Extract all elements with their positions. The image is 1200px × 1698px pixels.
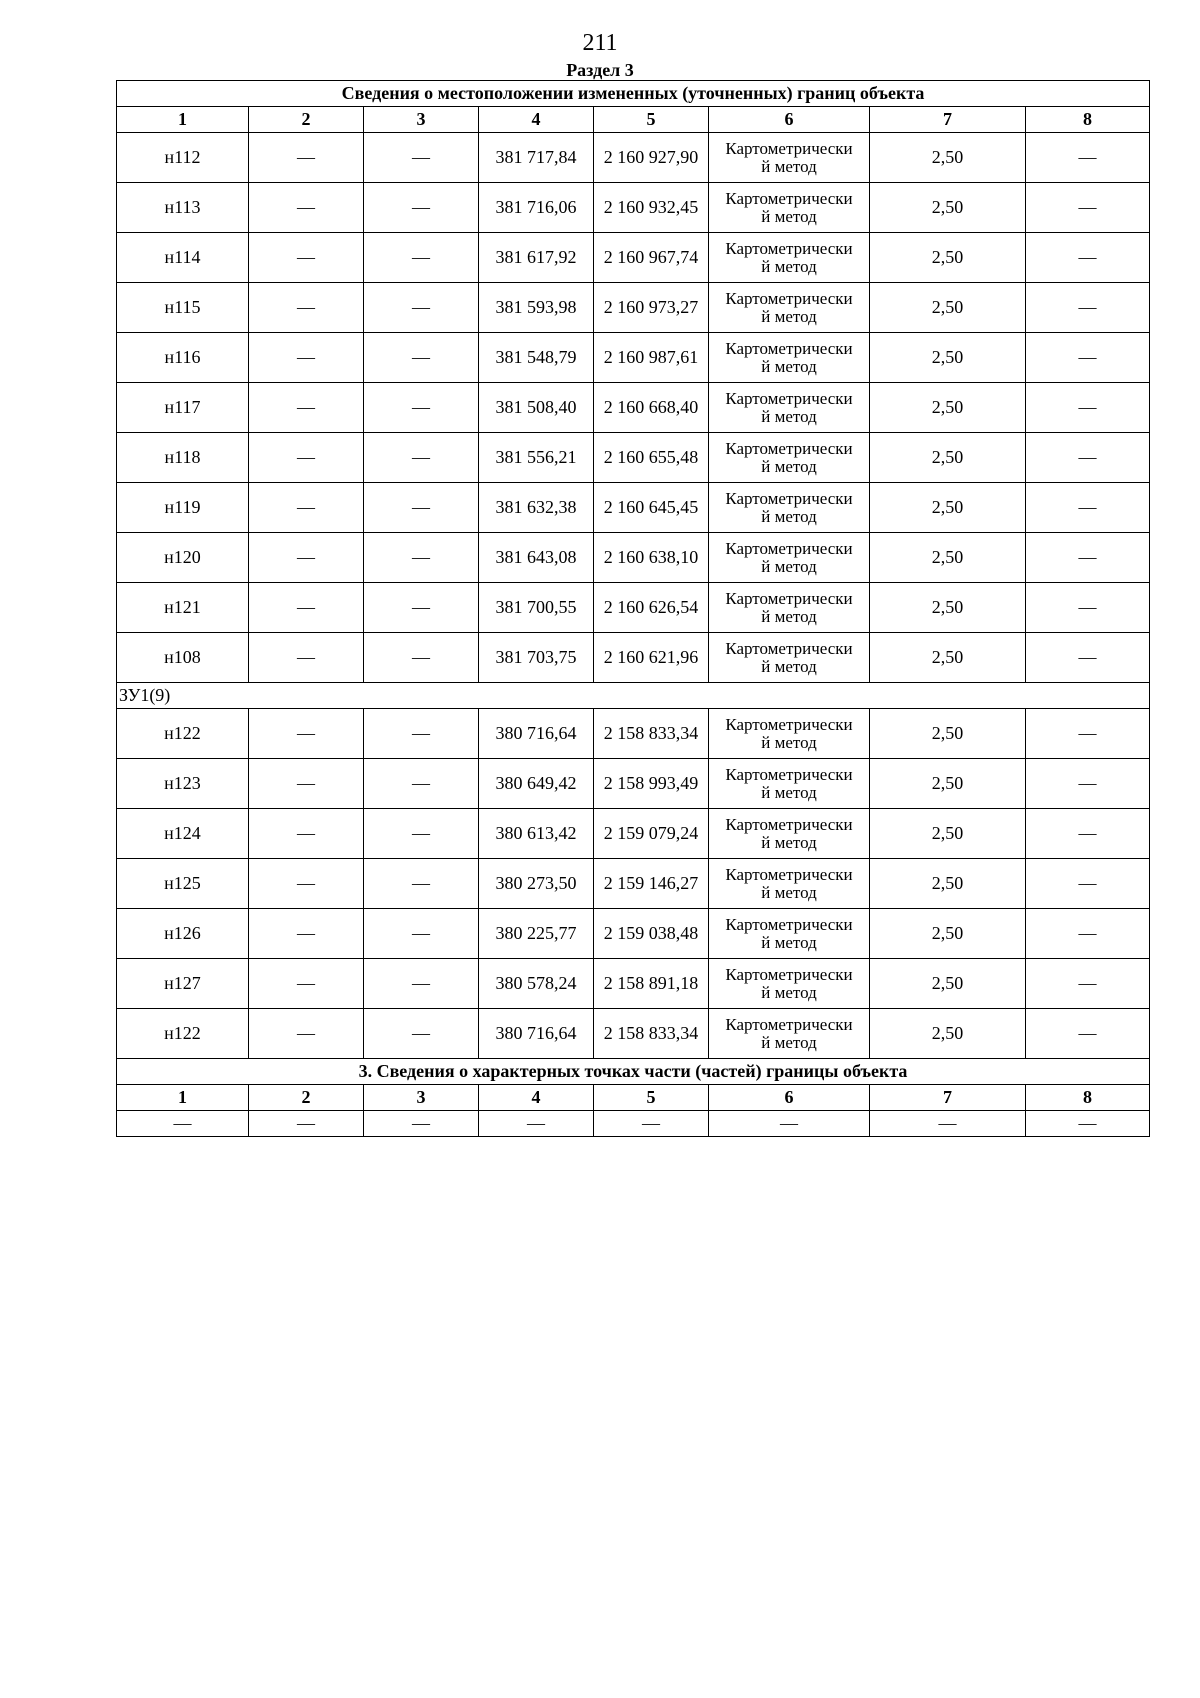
table-row xyxy=(117,809,1150,859)
precision-cell: 2,50 xyxy=(870,709,1026,759)
cell-col8: — xyxy=(1026,283,1150,333)
cell-col8: — xyxy=(1026,333,1150,383)
point-cell: н119 xyxy=(117,483,249,533)
cell-col2: — xyxy=(249,909,364,959)
method-cell xyxy=(709,709,870,759)
cell-col8: — xyxy=(1026,959,1150,1009)
point-cell: н118 xyxy=(117,433,249,483)
cell-col8: — xyxy=(1026,433,1150,483)
method-line-2: й метод xyxy=(761,606,817,626)
empty-cell: — xyxy=(1026,1111,1150,1137)
table-row xyxy=(117,233,1150,283)
method-line-1: Картометрически xyxy=(725,588,853,608)
method-cell xyxy=(709,959,870,1009)
method-line-2: й метод xyxy=(761,932,817,952)
precision-cell: 2,50 xyxy=(870,533,1026,583)
cell-col3: — xyxy=(364,183,479,233)
cell-col3: — xyxy=(364,709,479,759)
y-coordinate-cell: 2 158 833,34 xyxy=(594,709,709,759)
parts-empty-row xyxy=(117,1111,1150,1137)
precision-cell: 2,50 xyxy=(870,183,1026,233)
cell-col2: — xyxy=(249,859,364,909)
method-cell xyxy=(709,1009,870,1059)
precision-cell: 2,50 xyxy=(870,283,1026,333)
table-row xyxy=(117,533,1150,583)
method-line-1: Картометрически xyxy=(725,138,853,158)
cell-col3: — xyxy=(364,133,479,183)
method-cell xyxy=(709,183,870,233)
x-coordinate-cell: 381 548,79 xyxy=(479,333,594,383)
cell-col2: — xyxy=(249,483,364,533)
x-coordinate-cell: 380 613,42 xyxy=(479,809,594,859)
precision-cell: 2,50 xyxy=(870,759,1026,809)
column-header: 6 xyxy=(709,1085,870,1111)
cell-col8: — xyxy=(1026,633,1150,683)
x-coordinate-cell: 381 617,92 xyxy=(479,233,594,283)
empty-cell: — xyxy=(479,1111,594,1137)
method-line-2: й метод xyxy=(761,1032,817,1052)
cell-col3: — xyxy=(364,233,479,283)
cell-col8: — xyxy=(1026,183,1150,233)
cell-col2: — xyxy=(249,333,364,383)
cell-col3: — xyxy=(364,583,479,633)
method-line-2: й метод xyxy=(761,656,817,676)
cell-col2: — xyxy=(249,233,364,283)
x-coordinate-cell: 381 556,21 xyxy=(479,433,594,483)
group-label: ЗУ1(9) xyxy=(117,683,1150,709)
point-cell: н122 xyxy=(117,709,249,759)
method-cell xyxy=(709,283,870,333)
method-line-1: Картометрически xyxy=(725,964,853,984)
method-cell xyxy=(709,759,870,809)
x-coordinate-cell: 380 716,64 xyxy=(479,709,594,759)
cell-col2: — xyxy=(249,1009,364,1059)
point-cell: н113 xyxy=(117,183,249,233)
x-coordinate-cell: 380 649,42 xyxy=(479,759,594,809)
cell-col8: — xyxy=(1026,759,1150,809)
cell-col3: — xyxy=(364,383,479,433)
table-row xyxy=(117,959,1150,1009)
method-line-2: й метод xyxy=(761,206,817,226)
y-coordinate-cell: 2 159 038,48 xyxy=(594,909,709,959)
cell-col2: — xyxy=(249,133,364,183)
cell-col8: — xyxy=(1026,859,1150,909)
method-line-1: Картометрически xyxy=(725,864,853,884)
point-cell: н124 xyxy=(117,809,249,859)
y-coordinate-cell: 2 160 638,10 xyxy=(594,533,709,583)
method-line-1: Картометрически xyxy=(725,488,853,508)
table-row xyxy=(117,433,1150,483)
method-cell xyxy=(709,233,870,283)
method-line-2: й метод xyxy=(761,306,817,326)
table-row xyxy=(117,183,1150,233)
cell-col2: — xyxy=(249,283,364,333)
empty-cell: — xyxy=(594,1111,709,1137)
method-cell xyxy=(709,533,870,583)
method-line-2: й метод xyxy=(761,356,817,376)
method-line-1: Картометрически xyxy=(725,188,853,208)
table-row xyxy=(117,583,1150,633)
cell-col2: — xyxy=(249,959,364,1009)
parts-column-header-row xyxy=(117,1085,1150,1111)
table-row xyxy=(117,709,1150,759)
precision-cell: 2,50 xyxy=(870,133,1026,183)
method-line-1: Картометрически xyxy=(725,638,853,658)
y-coordinate-cell: 2 160 927,90 xyxy=(594,133,709,183)
y-coordinate-cell: 2 160 987,61 xyxy=(594,333,709,383)
column-header: 5 xyxy=(594,107,709,133)
column-header: 1 xyxy=(117,107,249,133)
method-line-1: Картометрически xyxy=(725,914,853,934)
y-coordinate-cell: 2 160 621,96 xyxy=(594,633,709,683)
method-cell xyxy=(709,133,870,183)
point-cell: н114 xyxy=(117,233,249,283)
table-row xyxy=(117,1009,1150,1059)
cell-col2: — xyxy=(249,183,364,233)
point-cell: н115 xyxy=(117,283,249,333)
cell-col8: — xyxy=(1026,909,1150,959)
cell-col2: — xyxy=(249,533,364,583)
cell-col8: — xyxy=(1026,483,1150,533)
method-cell xyxy=(709,333,870,383)
cell-col2: — xyxy=(249,433,364,483)
method-line-1: Картометрически xyxy=(725,714,853,734)
empty-cell: — xyxy=(870,1111,1026,1137)
cell-col3: — xyxy=(364,283,479,333)
x-coordinate-cell: 381 717,84 xyxy=(479,133,594,183)
method-line-2: й метод xyxy=(761,256,817,276)
cell-col2: — xyxy=(249,383,364,433)
point-cell: н126 xyxy=(117,909,249,959)
y-coordinate-cell: 2 159 079,24 xyxy=(594,809,709,859)
empty-cell: — xyxy=(364,1111,479,1137)
y-coordinate-cell: 2 160 973,27 xyxy=(594,283,709,333)
point-cell: н116 xyxy=(117,333,249,383)
method-line-2: й метод xyxy=(761,882,817,902)
method-line-1: Картометрически xyxy=(725,288,853,308)
table-row xyxy=(117,909,1150,959)
point-cell: н122 xyxy=(117,1009,249,1059)
method-line-1: Картометрически xyxy=(725,338,853,358)
group-row xyxy=(117,683,1150,709)
column-header: 3 xyxy=(364,107,479,133)
y-coordinate-cell: 2 160 967,74 xyxy=(594,233,709,283)
column-header: 6 xyxy=(709,107,870,133)
column-header-row xyxy=(117,107,1150,133)
cell-col2: — xyxy=(249,583,364,633)
cell-col3: — xyxy=(364,633,479,683)
column-header: 4 xyxy=(479,107,594,133)
column-header: 3 xyxy=(364,1085,479,1111)
x-coordinate-cell: 381 508,40 xyxy=(479,383,594,433)
method-cell xyxy=(709,633,870,683)
precision-cell: 2,50 xyxy=(870,383,1026,433)
cell-col3: — xyxy=(364,809,479,859)
column-header: 7 xyxy=(870,107,1026,133)
point-cell: н112 xyxy=(117,133,249,183)
method-line-2: й метод xyxy=(761,556,817,576)
precision-cell: 2,50 xyxy=(870,859,1026,909)
x-coordinate-cell: 380 716,64 xyxy=(479,1009,594,1059)
precision-cell: 2,50 xyxy=(870,959,1026,1009)
point-cell: н127 xyxy=(117,959,249,1009)
precision-cell: 2,50 xyxy=(870,633,1026,683)
precision-cell: 2,50 xyxy=(870,809,1026,859)
method-cell xyxy=(709,433,870,483)
point-cell: н108 xyxy=(117,633,249,683)
method-line-1: Картометрически xyxy=(725,388,853,408)
y-coordinate-cell: 2 160 626,54 xyxy=(594,583,709,633)
method-line-1: Картометрически xyxy=(725,438,853,458)
table-title: Сведения о местоположении измененных (уточненных) границ объекта xyxy=(117,81,1150,107)
cell-col8: — xyxy=(1026,1009,1150,1059)
cell-col3: — xyxy=(364,333,479,383)
method-cell xyxy=(709,583,870,633)
cell-col3: — xyxy=(364,959,479,1009)
point-cell: н123 xyxy=(117,759,249,809)
method-line-2: й метод xyxy=(761,782,817,802)
table-row xyxy=(117,483,1150,533)
column-header: 2 xyxy=(249,1085,364,1111)
precision-cell: 2,50 xyxy=(870,1009,1026,1059)
x-coordinate-cell: 381 703,75 xyxy=(479,633,594,683)
table-row xyxy=(117,633,1150,683)
y-coordinate-cell: 2 158 891,18 xyxy=(594,959,709,1009)
method-line-1: Картометрически xyxy=(725,1014,853,1034)
point-cell: н125 xyxy=(117,859,249,909)
method-line-1: Картометрически xyxy=(725,764,853,784)
column-header: 2 xyxy=(249,107,364,133)
y-coordinate-cell: 2 160 668,40 xyxy=(594,383,709,433)
precision-cell: 2,50 xyxy=(870,583,1026,633)
table-row xyxy=(117,759,1150,809)
precision-cell: 2,50 xyxy=(870,909,1026,959)
method-line-2: й метод xyxy=(761,456,817,476)
cell-col3: — xyxy=(364,533,479,583)
cell-col3: — xyxy=(364,859,479,909)
cell-col3: — xyxy=(364,1009,479,1059)
x-coordinate-cell: 381 700,55 xyxy=(479,583,594,633)
x-coordinate-cell: 381 593,98 xyxy=(479,283,594,333)
column-header: 7 xyxy=(870,1085,1026,1111)
method-line-1: Картометрически xyxy=(725,238,853,258)
column-header: 4 xyxy=(479,1085,594,1111)
precision-cell: 2,50 xyxy=(870,233,1026,283)
y-coordinate-cell: 2 159 146,27 xyxy=(594,859,709,909)
x-coordinate-cell: 381 716,06 xyxy=(479,183,594,233)
cell-col2: — xyxy=(249,709,364,759)
column-header: 8 xyxy=(1026,1085,1150,1111)
cell-col2: — xyxy=(249,633,364,683)
x-coordinate-cell: 381 632,38 xyxy=(479,483,594,533)
column-header: 1 xyxy=(117,1085,249,1111)
point-cell: н117 xyxy=(117,383,249,433)
precision-cell: 2,50 xyxy=(870,483,1026,533)
method-cell xyxy=(709,859,870,909)
x-coordinate-cell: 380 225,77 xyxy=(479,909,594,959)
point-cell: н121 xyxy=(117,583,249,633)
table-row xyxy=(117,283,1150,333)
table-row xyxy=(117,859,1150,909)
cell-col8: — xyxy=(1026,383,1150,433)
precision-cell: 2,50 xyxy=(870,433,1026,483)
method-line-2: й метод xyxy=(761,732,817,752)
section-title: Раздел 3 xyxy=(566,60,634,80)
cell-col2: — xyxy=(249,809,364,859)
method-cell xyxy=(709,809,870,859)
cell-col3: — xyxy=(364,433,479,483)
method-line-1: Картометрически xyxy=(725,538,853,558)
cell-col8: — xyxy=(1026,709,1150,759)
y-coordinate-cell: 2 158 833,34 xyxy=(594,1009,709,1059)
precision-cell: 2,50 xyxy=(870,333,1026,383)
cell-col3: — xyxy=(364,483,479,533)
cell-col3: — xyxy=(364,759,479,809)
method-line-2: й метод xyxy=(761,156,817,176)
x-coordinate-cell: 380 273,50 xyxy=(479,859,594,909)
empty-cell: — xyxy=(117,1111,249,1137)
column-header: 8 xyxy=(1026,107,1150,133)
empty-cell: — xyxy=(709,1111,870,1137)
y-coordinate-cell: 2 160 932,45 xyxy=(594,183,709,233)
cell-col2: — xyxy=(249,759,364,809)
table-row xyxy=(117,333,1150,383)
parts-title-row xyxy=(117,1059,1150,1085)
cell-col3: — xyxy=(364,909,479,959)
y-coordinate-cell: 2 160 645,45 xyxy=(594,483,709,533)
column-header: 5 xyxy=(594,1085,709,1111)
method-line-1: Картометрически xyxy=(725,814,853,834)
cell-col8: — xyxy=(1026,233,1150,283)
parts-section-title: 3. Сведения о характерных точках части (частей) границы объекта xyxy=(117,1059,1150,1085)
table-row xyxy=(117,383,1150,433)
method-line-2: й метод xyxy=(761,832,817,852)
x-coordinate-cell: 380 578,24 xyxy=(479,959,594,1009)
point-cell: н120 xyxy=(117,533,249,583)
method-line-2: й метод xyxy=(761,982,817,1002)
cell-col8: — xyxy=(1026,809,1150,859)
y-coordinate-cell: 2 160 655,48 xyxy=(594,433,709,483)
method-cell xyxy=(709,909,870,959)
boundary-table xyxy=(116,80,1150,1137)
table-row xyxy=(117,133,1150,183)
method-cell xyxy=(709,383,870,433)
x-coordinate-cell: 381 643,08 xyxy=(479,533,594,583)
cell-col8: — xyxy=(1026,533,1150,583)
cell-col8: — xyxy=(1026,583,1150,633)
y-coordinate-cell: 2 158 993,49 xyxy=(594,759,709,809)
method-cell xyxy=(709,483,870,533)
method-line-2: й метод xyxy=(761,506,817,526)
cell-col8: — xyxy=(1026,133,1150,183)
page-number: 211 xyxy=(582,30,618,56)
method-line-2: й метод xyxy=(761,406,817,426)
empty-cell: — xyxy=(249,1111,364,1137)
